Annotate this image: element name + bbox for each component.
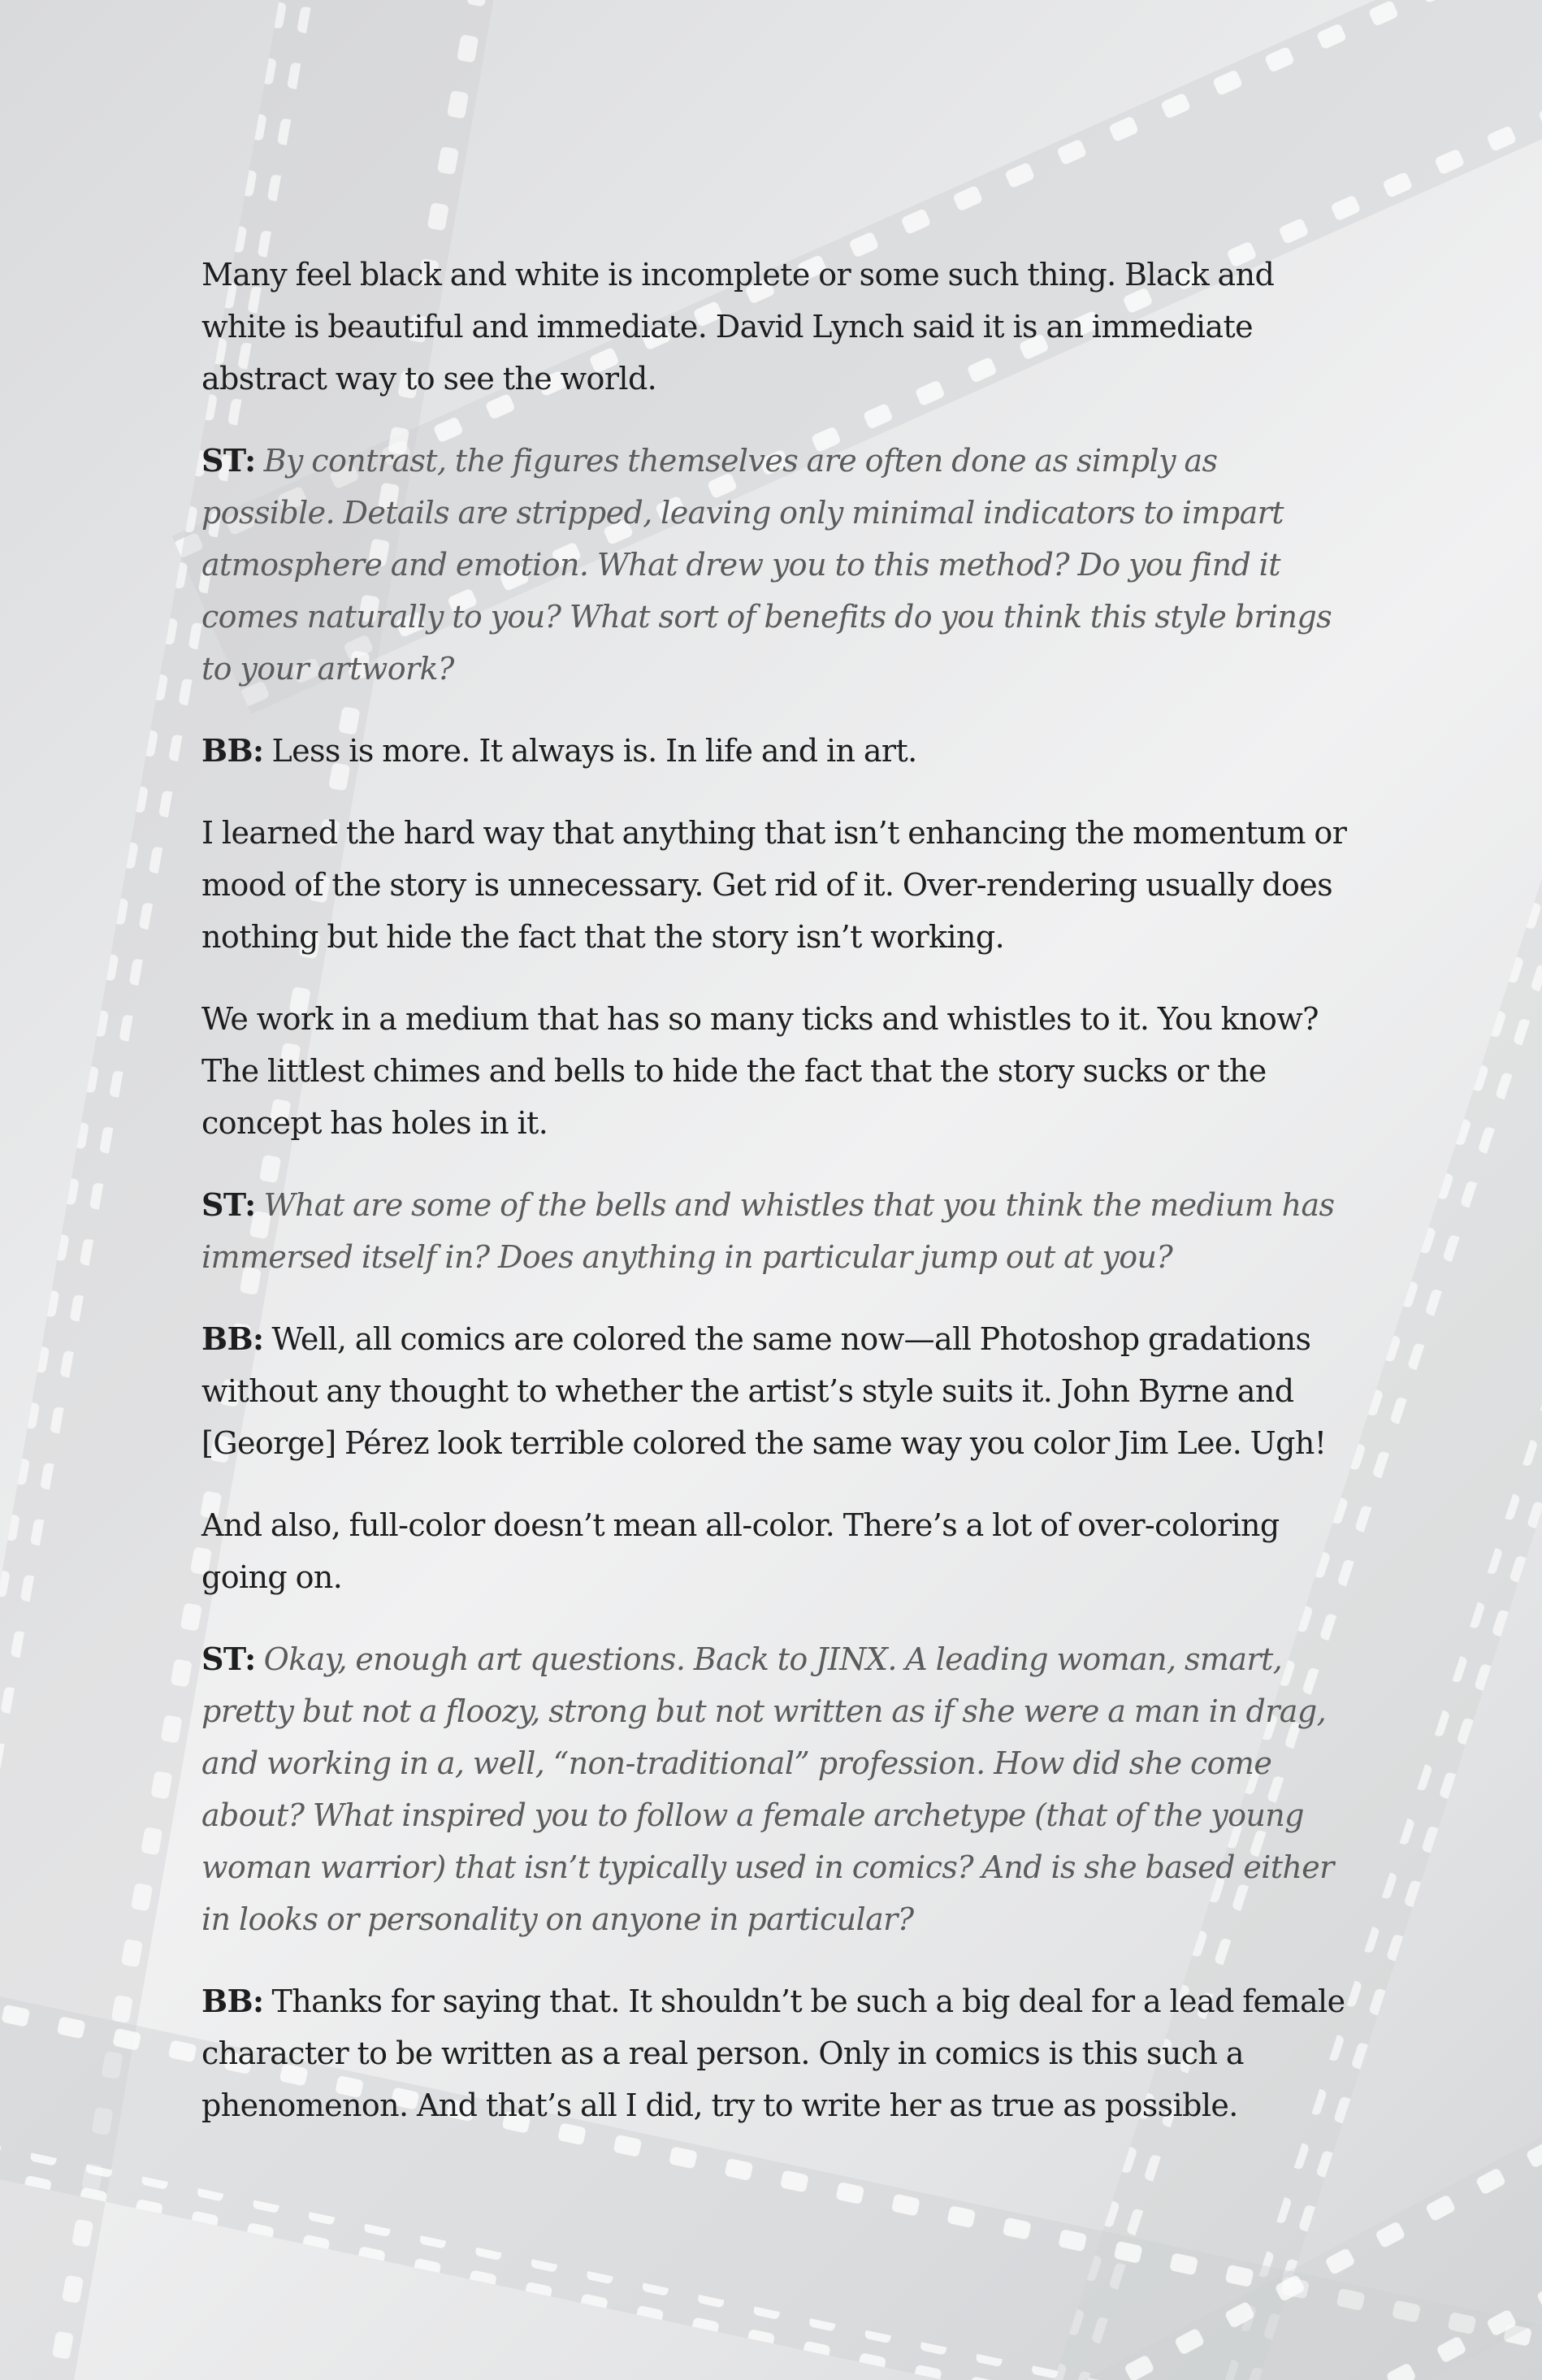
answer-text: Less is more. It always is. In life and in art. (271, 733, 917, 769)
question-text: Okay, enough art questions. Back to JINX. A leading woman, smart, pretty but not a floozy, strong but not written as if she were a man in drag, and working in a, well, “non-traditional” profession. How did she come about? What inspired you to follow a female archetype (that of the young woman warrior) that isn’t typically used in comics? And is she based either in looks or personality on anyone in particular? (201, 1641, 1334, 1937)
question-text: What are some of the bells and whistles that you think the medium has immersed itself in? Does anything in particular jump out at you? (201, 1187, 1335, 1275)
answer-text: I learned the hard way that anything that isn’t enhancing the momentum or mood of the story is unnecessary. Get rid of it. Over-rendering usually does nothing but hide the fact that the story isn’t working. (201, 815, 1347, 955)
answer-paragraph (201, 1313, 1355, 1469)
answer-paragraph (201, 1975, 1355, 2131)
question-paragraph (201, 435, 1355, 695)
speaker-label: BB: (201, 1983, 264, 2019)
speaker-label: ST: (201, 1641, 256, 1677)
speaker-label: ST: (201, 442, 256, 479)
question-paragraph (201, 1179, 1355, 1283)
answer-text: We work in a medium that has so many ticks and whistles to it. You know? The littlest chimes and bells to hide the fact that the story sucks or the concept has holes in it. (201, 1001, 1319, 1141)
speaker-label: BB: (201, 1320, 264, 1357)
answer-text: And also, full-color doesn’t mean all-color. There’s a lot of over-coloring going on. (201, 1507, 1280, 1595)
answer-text: Thanks for saying that. It shouldn’t be such a big deal for a lead female character to be written as a real person. Only in comics is this such a phenomenon. And that’s all I did, try to write her as true as possible. (201, 1983, 1345, 2123)
answer-text: Well, all comics are colored the same now—all Photoshop gradations without any thought to whether the artist’s style suits it. John Byrne and [George] Pérez look terrible colored the same way you color Jim Lee. Ugh! (201, 1321, 1327, 1461)
interview-text (201, 249, 1355, 2161)
speaker-label: ST: (201, 1186, 256, 1223)
answer-paragraph (201, 1499, 1355, 1603)
answer-paragraph (201, 993, 1355, 1149)
answer-paragraph (201, 249, 1355, 405)
question-text: By contrast, the figures themselves are often done as simply as possible. Details are stripped, leaving only minimal indicators to impart atmosphere and emotion. What drew you to this method? Do you find it comes naturally to you? What sort of benefits do you think this style brings to your artwork? (201, 443, 1332, 687)
answer-paragraph (201, 807, 1355, 963)
question-paragraph (201, 1633, 1355, 1945)
speaker-label: BB: (201, 732, 264, 769)
answer-paragraph (201, 725, 1355, 777)
answer-text: Many feel black and white is incomplete or some such thing. Black and white is beautiful and immediate. David Lynch said it is an immediate abstract way to see the world. (201, 257, 1275, 397)
